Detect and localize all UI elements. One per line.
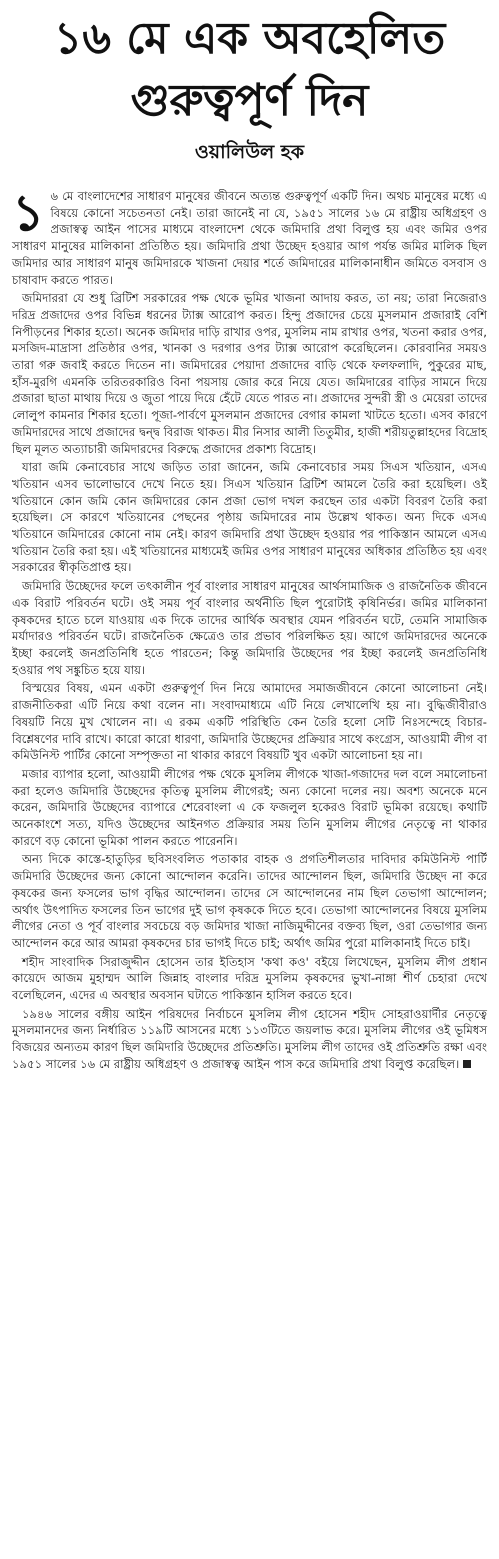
paragraph-4: জমিদারি উচ্ছেদের ফলে তৎকালীন পূর্ব বাংলার সাধারণ মানুষের আর্থসামাজিক ও রাজনৈতিক জীবনে এক বিরাট পরিবর্তন ঘটে। ওই সময় পূর্ব বাংলার অর্থনীতি ছিল পুরোটাই কৃষিনির্ভর। জমির মালিকানা কৃষকদের হাতে চলে যাওয়ায় এক দিকে তাদের আর্থিক অবস্থার যেমন পরিবর্তন ঘটে, তেমনি সামাজিক মর্যাদারও পরিবর্তন ঘটে। রাজনৈতিক ক্ষেত্রেও তার প্রভাব পরিলক্ষিত হয়। আগে জমিদারদের অনেকে ইচ্ছা করলেই জনপ্রতিনিধি হতে পারতেন; কিন্তু জমিদারি উচ্ছেদের পর ইচ্ছা করলেই জনপ্রতিনিধি হওয়ার পথ সঙ্কুচিত হয়ে যায়। xyxy=(12,579,487,677)
paragraph-9 xyxy=(12,1006,487,1073)
paragraph-9-text: ১৯৪৬ সালের বঙ্গীয় আইন পরিষদের নির্বাচনে মুসলিম লীগ হোসেন শহীদ সোহরাওয়ার্দীর নেতৃত্বে মুসলমানদের জন্য নির্ধারিত ১১৯টি আসনের মধ্যে ১১৩টিতে জয়লাভ করে। মুসলিম লীগের ওই ভূমিধস বিজয়ের অন্যতম কারণ ছিল জমিদারি উচ্ছেদের প্রতিশ্রুতি। মুসলিম লীগ তাদের ওই প্রতিশ্রুতি রক্ষা এবং ১৯৫১ সালের ১৬ মে রাষ্ট্রীয় অধিগ্রহণ ও প্রজাস্বত্ব আইন পাস করে জমিদারি প্রথা বিলুপ্ত করেছিল। xyxy=(12,1006,487,1071)
paragraph-6: মজার ব্যাপার হলো, আওয়ামী লীগের পক্ষ থেকে মুসলিম লীগকে খাজা-গজাদের দল বলে সমালোচনা করা হলেও জমিদারি উচ্ছেদের কৃতিত্ব মুসলিম লীগেরই; অন্য কোনো দলের নয়। অবশ্য অনেকে মনে করেন, জমিদারি উচ্ছেদের ব্যাপারে শেরেবাংলা এ কে ফজলুল হকেরও বিরাট ভূমিকা রয়েছে। কথাটি অনেকাংশে সত্য, যদিও উচ্ছেদের আইনগত প্রক্রিয়ার সময় তিনি মুসলিম লীগের নেতৃত্বে না থাকার কারণে বড় কোনো ভূমিকা পালন করতে পারেননি। xyxy=(12,766,487,848)
headline-line-2: গুরুত্বপূর্ণ দিন xyxy=(130,75,369,126)
end-mark-icon xyxy=(463,1060,471,1068)
article-body xyxy=(12,183,488,1073)
byline: ওয়ালিউল হক xyxy=(194,141,305,163)
dropcap: ১ xyxy=(12,183,45,242)
headline xyxy=(12,8,487,132)
paragraph-2: জমিদাররা যে শুধু ব্রিটিশ সরকারের পক্ষ থেকে ভূমির খাজনা আদায় করত, তা নয়; তারা নিজেরাও দরিদ্র প্রজাদের ওপর বিভিন্ন ধরনের ট্যাক্স আরোপ করত। হিন্দু প্রজাদের চেয়ে মুসলমান প্রজারাই বেশি নিপীড়নের শিকার হতো। অনেক জমিদার দাড়ি রাখার ওপর, মুসলিম নাম রাখার ওপর, খতনা করার ওপর, মসজিদ-মাদ্রাসা প্রতিষ্ঠার ওপর, খানকা ও দরগার ওপর ট্যাক্স আরোপ করেছিলেন। কোরবানির সময়ও তারা গরু জবাই করতে দিতেন না। জমিদারের পেয়াদা প্রজাদের বাড়ি থেকে ফলফলাদি, পুকুরের মাছ, হাঁস-মুরগি এমনকি তরিতরকারিও বিনা পয়সায় জোর করে নিয়ে যেত। জমিদারের বাড়ির সামনে দিয়ে প্রজারা ছাতা মাথায় দিয়ে ও জুতা পায়ে দিয়ে হেঁটে যেতে পারত না। প্রজাদের সুন্দরী স্ত্রী ও মেয়েরা তাদের লোলুপ কামনার শিকার হতো। পূজা-পার্বণে মুসলমান প্রজাদের বেগার কামলা খাটতে হতো। এসব কারণে জমিদারদের সাথে প্রজাদের দ্বন্দ্ব বিরাজ থাকত। মীর নিসার আলী তিতুমীর, হাজী শরীয়তুল্লাহদের বিদ্রোহ ছিল মূলত অত্যাচারী জমিদারদের বিরুদ্ধে প্রজাদের প্রকাশ্য বিদ্রোহ। xyxy=(12,291,488,456)
paragraph-3: যারা জমি কেনাবেচার সাথে জড়িত তারা জানেন, জমি কেনাবেচার সময় সিএস খতিয়ান, এসএ খতিয়ান এসব ভালোভাবে দেখে নিতে হয়। সিএস খতিয়ান ব্রিটিশ আমলে তৈরি করা হয়েছিল। ওই খতিয়ানে কোন জমি কোন জমিদারের কোন প্রজা ভোগ দখল করছেন তার একটা বিবরণ তৈরি করা হয়েছিল। সে কারণে খতিয়ানের পেছনের পৃষ্ঠায় জমিদারের নাম উল্লেখ থাকত। অন্য দিকে এসএ খতিয়ানে জমিদারের কোনো নাম নেই। কারণ জমিদারি প্রথা উচ্ছেদ হওয়ার পর পাকিস্তান আমলে এসএ খতিয়ান তৈরি করা হয়। এই খতিয়ানের মাধ্যমেই জমির ওপর সাধারণ মানুষের অধিকার প্রতিষ্ঠিত হয় এবং সরকারের স্বীকৃতিপ্রাপ্ত হয়। xyxy=(12,460,487,575)
paragraph-5: বিস্ময়ের বিষয়, এমন একটা গুরুত্বপূর্ণ দিন নিয়ে আমাদের সমাজজীবনে কোনো আলোচনা নেই। রাজনীতিকরা এটি নিয়ে কথা বলেন না। সংবাদমাধ্যমে এটি নিয়ে লেখালেখি হয় না। বুদ্ধিজীবীরাও বিষয়টি নিয়ে মুখ খোলেন না। এ রকম একটি পরিস্থিতি কেন তৈরি হলো সেটি নিঃসন্দেহে বিচার-বিশ্লেষণের দাবি রাখে। কারো কারো ধারণা, জমিদারি উচ্ছেদের প্রক্রিয়ার সাথে কংগ্রেস, আওয়ামী লীগ বা কমিউনিস্ট পার্টির কোনো সম্পৃক্ততা না থাকার কারণে বিষয়টি খুব একটা আলোচনা হয় না। xyxy=(12,681,487,763)
headline-line-1: ১৬ মে এক অবহেলিত xyxy=(53,13,446,64)
paragraph-1-text: ৬ মে বাংলাদেশের সাধারণ মানুষের জীবনে অত্যন্ত গুরুত্বপূর্ণ একটি দিন। অথচ মানুষের মধ্যে এ বিষয়ে কোনো সচেতনতা নেই। তারা জানেই না যে, ১৯৫১ সালের ১৬ মে রাষ্ট্রীয় অধিগ্রহণ ও প্রজাস্বত্ব আইন পাসের মাধ্যমে বাংলাদেশ থেকে জমিদারি প্রথা বিলুপ্ত হয় এবং জমির ওপর সাধারণ মানুষের মালিকানা প্রতিষ্ঠিত হয়। জমিদারি প্রথা উচ্ছেদ হওয়ার আগ পর্যন্ত জমির মালিক ছিল জমিদার আর সাধারণ মানুষ জমিদারকে খাজনা দেয়ার শর্তে জমিদারের মালিকানাধীন জমিতে বসবাস ও চাষাবাদ করতে পারত। xyxy=(12,189,487,287)
paragraph-8: শহীদ সাংবাদিক সিরাজুদ্দীন হোসেন তার ইতিহাস 'কথা কও' বইয়ে লিখেছেন, মুসলিম লীগ প্রধান কায়েদে আজম মুহাম্মদ আলি জিন্নাহ বাংলার দরিদ্র মুসলিম কৃষকদের ভুখা-নাঙ্গা শীর্ণ চেহারা দেখে বলেছিলেন, এদের এ অবস্থার অবসান ঘটাতে পাকিস্তান হাসিল করতে হবে। xyxy=(12,954,487,1003)
paragraph-1 xyxy=(12,183,487,288)
paragraph-7: অন্য দিকে কাস্তে-হাতুড়ির ছবিসংবলিত পতাকার বাহক ও প্রগতিশীলতার দাবিদার কমিউনিস্ট পার্টি জমিদারি উচ্ছেদের জন্য কোনো আন্দোলন করেনি। তাদের আন্দোলন ছিল, জমিদারি উচ্ছেদ না করে কৃষকের জন্য ফসলের ভাগ বৃদ্ধির আন্দোলন। তাদের সে আন্দোলনের নাম ছিল তেভাগা আন্দোলন; অর্থাৎ উৎপাদিত ফসলের তিন ভাগের দুই ভাগ কৃষককে দিতে হবে। তেভাগা আন্দোলনের বিষয়ে মুসলিম লীগের নেতা ও পূর্ব বাংলার সবচেয়ে বড় জমিদার খাজা নাজিমুদ্দীনের বক্তব্য ছিল, ওরা তেভাগার জন্য আন্দোলন করে আর আমরা কৃষকদের চার ভাগই দিতে চাই; অর্থাৎ জমির পুরো মালিকানাই দিতে চাই। xyxy=(12,852,487,950)
